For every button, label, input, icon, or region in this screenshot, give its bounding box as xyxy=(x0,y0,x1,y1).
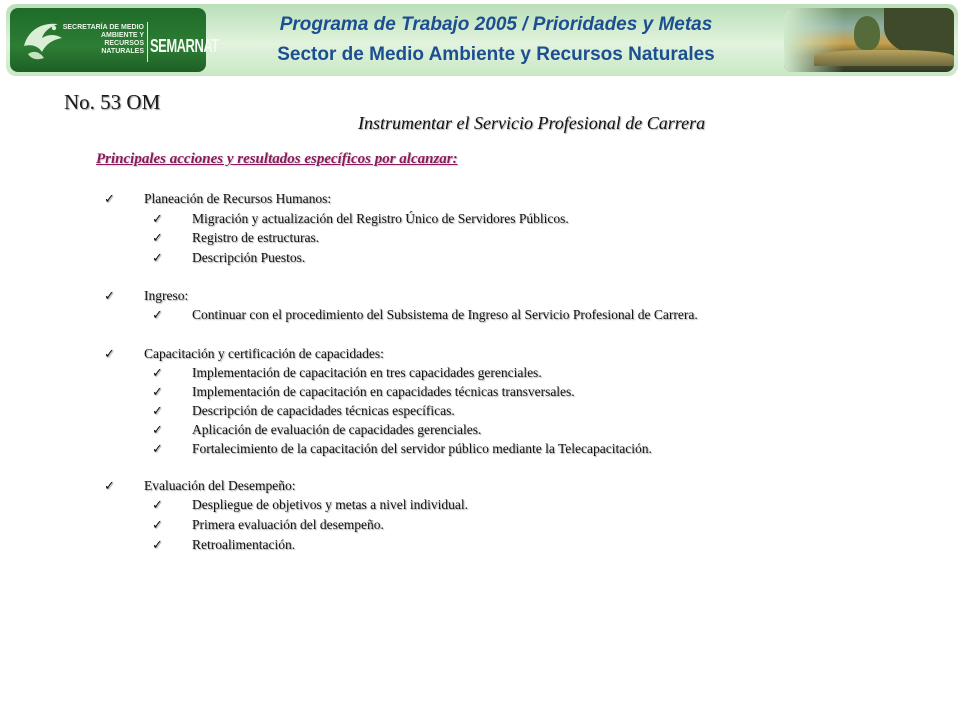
checkmark-icon: ✓ xyxy=(152,538,163,553)
list-item xyxy=(152,307,698,323)
list-item xyxy=(152,441,652,457)
banner-title: Programa de Trabajo 2005 / Prioridades y Metas xyxy=(279,14,713,35)
checkmark-icon: ✓ xyxy=(152,308,163,323)
semarnat-logo xyxy=(10,8,219,72)
checkmark-icon: ✓ xyxy=(152,251,163,266)
checkmark-icon: ✓ xyxy=(104,289,115,304)
checkmark-icon: ✓ xyxy=(152,231,163,246)
checkmark-icon: ✓ xyxy=(104,479,115,494)
list-item-label: Migración y actualización del Registro Único de Servidores Públicos. xyxy=(192,211,569,226)
list-item-label: Despliegue de objetivos y metas a nivel individual. xyxy=(192,497,468,512)
eagle-emblem-icon xyxy=(18,16,68,66)
list-item-label: Descripción Puestos. xyxy=(192,250,306,265)
list-item-label: Aplicación de evaluación de capacidades gerenciales. xyxy=(192,422,482,437)
checkmark-icon: ✓ xyxy=(104,192,115,207)
checkmark-icon: ✓ xyxy=(152,518,163,533)
list-item-label: Primera evaluación del desempeño. xyxy=(192,517,384,532)
list-item-label: Registro de estructuras. xyxy=(192,230,320,245)
list-item xyxy=(152,384,575,400)
list-item-label: Implementación de capacitación en tres capacidades gerenciales. xyxy=(192,365,542,380)
checkmark-icon: ✓ xyxy=(152,212,163,227)
checkmark-icon: ✓ xyxy=(152,423,163,438)
list-item-label: Ingreso: xyxy=(144,288,189,303)
list-item xyxy=(104,191,331,207)
logo-brand: SEMARNAT xyxy=(150,35,219,56)
list-item-label: Descripción de capacidades técnicas específicas. xyxy=(192,403,455,418)
list-item xyxy=(104,478,295,494)
landscape-image xyxy=(784,8,954,72)
checkmark-icon: ✓ xyxy=(152,404,163,419)
list-item-label: Evaluación del Desempeño: xyxy=(144,478,296,493)
document-title: Instrumentar el Servicio Profesional de Carrera xyxy=(358,113,706,133)
checkmark-icon: ✓ xyxy=(152,385,163,400)
checkmark-icon: ✓ xyxy=(104,347,115,362)
section-heading: Principales acciones y resultados específicos por alcanzar: xyxy=(96,151,458,167)
list-item xyxy=(152,230,319,246)
list-item xyxy=(104,346,384,362)
list-item xyxy=(152,250,305,266)
checkmark-icon: ✓ xyxy=(152,366,163,381)
list-item xyxy=(152,422,481,438)
list-item-label: Fortalecimiento de la capacitación del servidor público mediante la Telecapacitación. xyxy=(192,441,652,456)
list-item-label: Planeación de Recursos Humanos: xyxy=(144,191,332,206)
list-item xyxy=(152,211,569,227)
logo-text: SECRETARÍA DE MEDIO AMBIENTE Y RECURSOS NATURALES xyxy=(62,24,144,55)
header-banner xyxy=(6,4,958,76)
list-item-label: Implementación de capacitación en capacidades técnicas transversales. xyxy=(192,384,575,399)
document-number: No. 53 OM xyxy=(64,90,161,114)
checkmark-icon: ✓ xyxy=(152,498,163,513)
list-item-label: Continuar con el procedimiento del Subsistema de Ingreso al Servicio Profesional de Carrera. xyxy=(192,307,698,322)
banner-subtitle: Sector de Medio Ambiente y Recursos Naturales xyxy=(277,44,715,65)
list-item xyxy=(104,288,188,304)
list-item xyxy=(152,365,542,381)
list-item-label: Retroalimentación. xyxy=(192,537,296,552)
list-item xyxy=(152,497,468,513)
checkmark-icon: ✓ xyxy=(152,442,163,457)
list-item xyxy=(152,403,455,419)
logo-divider xyxy=(147,22,148,62)
list-item xyxy=(152,517,384,533)
list-item xyxy=(152,537,295,553)
list-item-label: Capacitación y certificación de capacidades: xyxy=(144,346,384,361)
